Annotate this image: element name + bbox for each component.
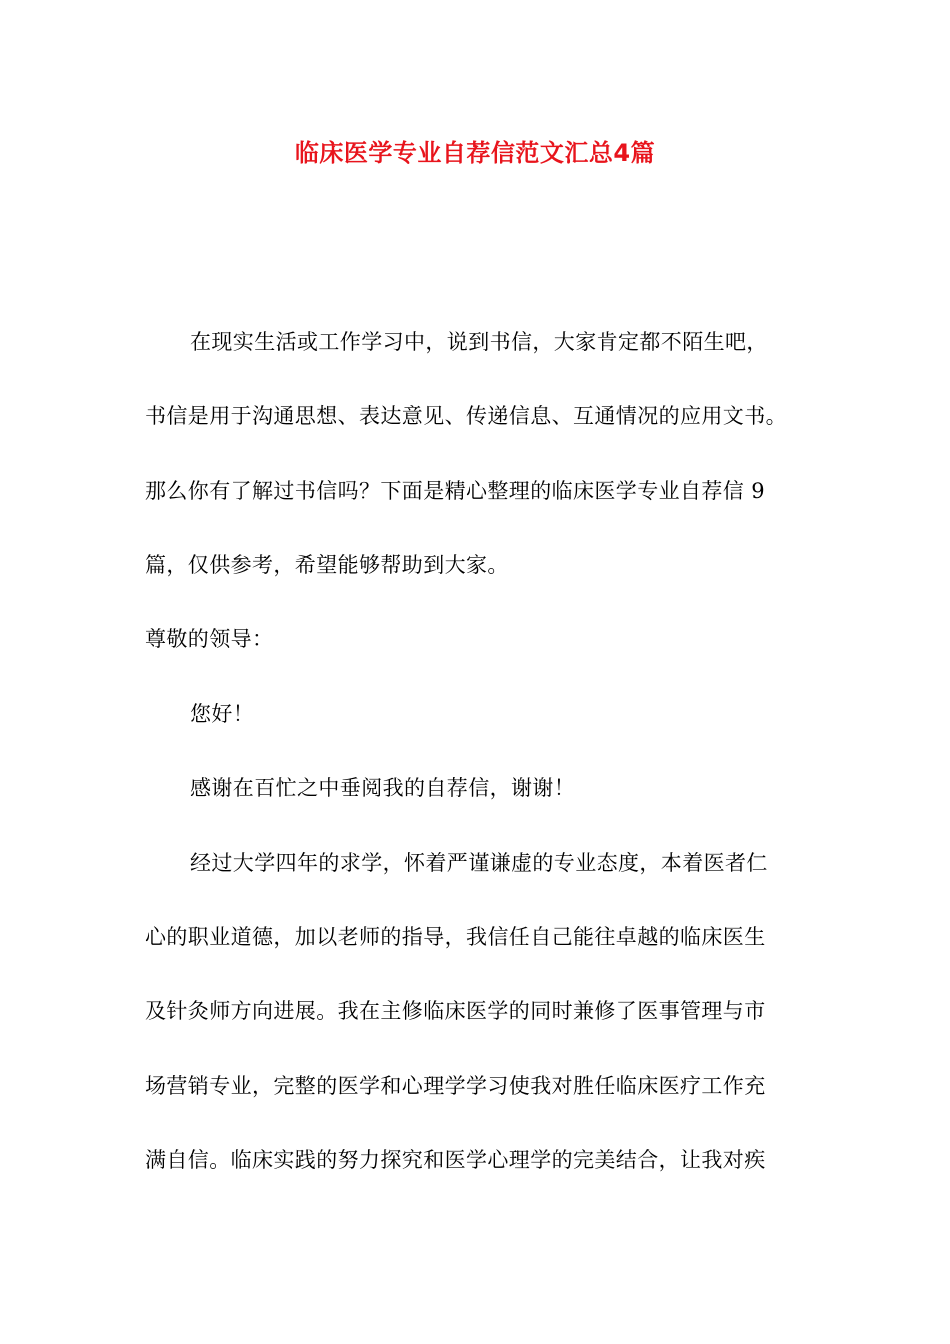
paragraph-line: 心的职业道德，加以老师的指导，我信任自己能往卓越的临床医生 <box>145 925 766 949</box>
salutation: 尊敬的领导： <box>145 627 274 651</box>
paragraph-line: 经过大学四年的求学，怀着严谨谦虚的专业态度，本着医者仁 <box>190 851 768 875</box>
greeting: 您好！ <box>190 702 255 726</box>
paragraph-line: 场营销专业，完整的医学和心理学学习使我对胜任临床医疗工作充 <box>145 1074 766 1098</box>
paragraph-line: 书信是用于沟通思想、表达意见、传递信息、互通情况的应用文书。 <box>145 404 787 428</box>
paragraph-line: 感谢在百忙之中垂阅我的自荐信，谢谢！ <box>190 776 576 800</box>
paragraph-line: 满自信。临床实践的努力探究和医学心理学的完美结合，让我对疾 <box>145 1148 766 1172</box>
paragraph-line: 在现实生活或工作学习中，说到书信，大家肯定都不陌生吧， <box>190 330 768 354</box>
paragraph-line: 篇，仅供参考，希望能够帮助到大家。 <box>145 553 509 577</box>
paragraph-line: 那么你有了解过书信吗？下面是精心整理的临床医学专业自荐信 9 <box>145 479 766 503</box>
document-title: 临床医学专业自荐信范文汇总4篇 <box>294 139 656 167</box>
paragraph-line: 及针灸师方向进展。我在主修临床医学的同时兼修了医事管理与市 <box>145 999 766 1023</box>
